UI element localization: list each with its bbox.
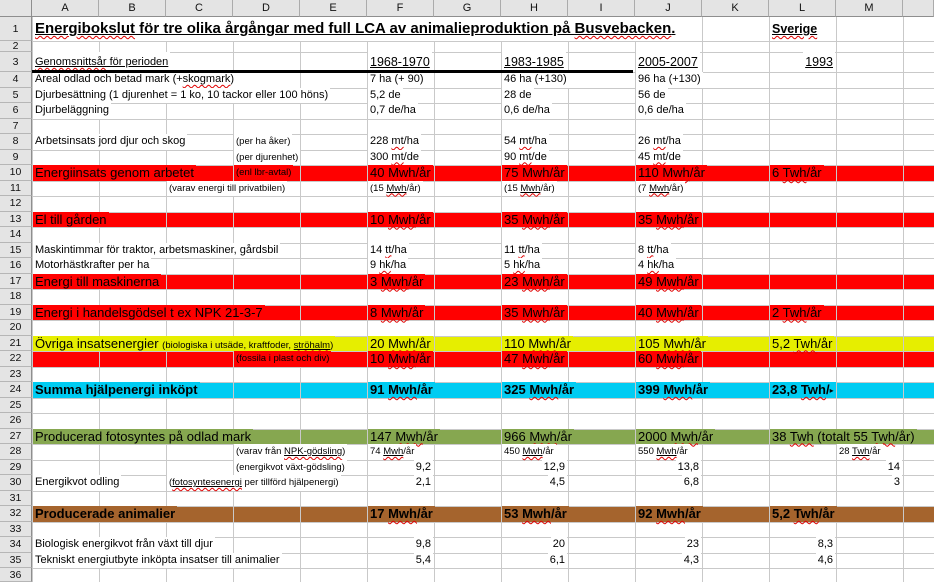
cell-D8[interactable]: (per ha åker) (234, 134, 292, 150)
gridline (32, 150, 934, 151)
gridline (32, 258, 934, 259)
cell-J6[interactable]: 0,6 de/ha (636, 103, 686, 119)
cell-A3[interactable]: Genomsnittsår för perioden (33, 52, 170, 72)
row-header-11[interactable]: 11 (0, 181, 32, 197)
row-header-14[interactable]: 14 (0, 227, 32, 243)
cell-J16[interactable]: 4 hk/ha (636, 258, 676, 274)
cell-A1[interactable]: Energibokslut för tre olika årgångar med full LCA av animalieproduktion på Busvebacken. (33, 17, 677, 41)
select-all-corner[interactable] (0, 0, 32, 17)
cell-H11[interactable]: (15 Mwh/år) (502, 181, 557, 197)
cell-A8[interactable]: Arbetsinsats jord djur och skog (33, 134, 187, 150)
cell-F29[interactable]: 9,2 (414, 460, 433, 476)
gridline (32, 367, 934, 368)
cell-L24[interactable]: 23,8 Twh/▸ (772, 382, 834, 397)
row-header-28[interactable]: 28 (0, 444, 32, 460)
row-header-27[interactable]: 27 (0, 429, 32, 445)
row-header-25[interactable]: 25 (0, 398, 32, 414)
cell-H4[interactable]: 46 ha (+130) (502, 72, 569, 88)
cell-J30[interactable]: 6,8 (682, 475, 701, 491)
cell-A4[interactable]: Areal odlad och betad mark (+skogmark) (33, 72, 236, 88)
cell-H6[interactable]: 0,6 de/ha (502, 103, 552, 119)
cell-L35[interactable]: 4,6 (816, 553, 835, 569)
cell-A21[interactable]: Övriga insatsenergier (biologiska i utsäde, kraftfoder, ströhalm) (35, 335, 334, 351)
gridline (836, 17, 837, 582)
row-header-3[interactable]: 3 (0, 52, 32, 72)
cell-J17[interactable]: 49 Mwh/år (638, 273, 699, 289)
cell-F5[interactable]: 5,2 de (368, 88, 403, 104)
row-header-33[interactable]: 33 (0, 522, 32, 538)
cell-H29[interactable]: 12,9 (542, 460, 567, 476)
cell-F3[interactable]: 1968-1970 (368, 52, 432, 72)
cell-F21[interactable]: 20 Mwh/år (370, 335, 431, 351)
cell-L21[interactable]: 5,2 Twh/år (772, 335, 833, 351)
cell-H34[interactable]: 20 (551, 537, 567, 553)
gridline (32, 568, 934, 569)
cell-F34[interactable]: 9,8 (414, 537, 433, 553)
col-header-L[interactable]: L (769, 0, 836, 17)
row-header-18[interactable]: 18 (0, 289, 32, 305)
cell-A27[interactable]: Producerad fotosyntes på odlad mark (35, 428, 252, 444)
cell-L19[interactable]: 2 Twh/år (772, 304, 822, 320)
row-header-30[interactable]: 30 (0, 475, 32, 491)
cell-H5[interactable]: 28 de (502, 88, 534, 104)
col-header-D[interactable]: D (233, 0, 300, 17)
col-header-E[interactable]: E (300, 0, 367, 17)
gridline (32, 444, 934, 445)
row-header-5[interactable]: 5 (0, 88, 32, 104)
row-header-2[interactable]: 2 (0, 41, 32, 52)
cell-D28[interactable]: (varav från NPK-gödsling) (234, 444, 347, 460)
cell-J10[interactable]: 110 Mwh/år (638, 165, 705, 180)
row-header-20[interactable]: 20 (0, 320, 32, 336)
col-header-partial (903, 0, 934, 17)
gridline (568, 17, 569, 582)
col-header-I[interactable]: I (568, 0, 635, 17)
gridline (434, 17, 435, 582)
cell-H17[interactable]: 23 Mwh/år (504, 273, 565, 289)
cell-A5[interactable]: Djurbesättning (1 djurenhet = 1 ko, 10 tackor eller 100 höns) (33, 88, 330, 104)
gridline (32, 413, 934, 414)
cell-L27[interactable]: 38 Twh (totalt 55 Twh/år) (772, 428, 915, 444)
row-fill-22 (32, 351, 934, 367)
cell-H15[interactable]: 11 tt/ha (502, 243, 542, 259)
cell-A13[interactable]: El till gården (35, 211, 107, 227)
row-header-16[interactable]: 16 (0, 258, 32, 274)
cell-L3[interactable]: 1993 (803, 52, 835, 72)
cell-H3[interactable]: 1983-1985 (502, 52, 566, 72)
cell-H19[interactable]: 35 Mwh/år (504, 304, 565, 320)
cell-J24[interactable]: 399 Mwh/år (638, 382, 709, 397)
cell-J21[interactable]: 105 Mwh/år (638, 335, 706, 351)
cell-D22[interactable]: (fossila i plast och div) (234, 351, 331, 367)
gridline (32, 320, 934, 321)
row-header-31[interactable]: 31 (0, 491, 32, 507)
gridline (702, 17, 703, 582)
cell-C11[interactable]: (varav energi till privatbilen) (167, 181, 287, 197)
cell-A30[interactable]: Energikvot odling (33, 475, 121, 491)
col-header-J[interactable]: J (635, 0, 702, 17)
gridline (32, 289, 934, 290)
col-header-K[interactable]: K (702, 0, 769, 17)
gridline (32, 196, 934, 197)
cell-J8[interactable]: 26 mt/ha (636, 134, 683, 150)
cell-J22[interactable]: 60 Mwh/år (638, 351, 699, 366)
cell-A16[interactable]: Motorhästkrafter per ha (33, 258, 151, 274)
gridline (769, 17, 770, 582)
cell-H24[interactable]: 325 Mwh/år (504, 382, 575, 397)
cell-A17[interactable]: Energi till maskinerna (35, 273, 160, 289)
cell-A10[interactable]: Energiinsats genom arbetet (35, 165, 194, 180)
gridline (32, 41, 934, 42)
row-header-9[interactable]: 9 (0, 150, 32, 166)
cell-L1[interactable]: Sverige (770, 17, 819, 41)
cell-F9[interactable]: 300 mt/de (368, 150, 421, 166)
cell-J19[interactable]: 40 Mwh/år (638, 304, 699, 320)
row-header-8[interactable]: 8 (0, 134, 32, 150)
row-header-29[interactable]: 29 (0, 460, 32, 476)
row-header-13[interactable]: 13 (0, 212, 32, 228)
cell-J11[interactable]: (7 Mwh/år) (636, 181, 685, 197)
cell-A32[interactable]: Producerade animalier (35, 506, 176, 521)
cell-L34[interactable]: 8,3 (816, 537, 835, 553)
gridline (32, 351, 934, 352)
cell-M30[interactable]: 3 (892, 475, 902, 491)
row-header-21[interactable]: 21 (0, 336, 32, 352)
cell-J15[interactable]: 8 tt/ha (636, 243, 671, 259)
cell-F19[interactable]: 8 Mwh/år (370, 304, 424, 320)
cell-F16[interactable]: 9 hk/ha (368, 258, 408, 274)
cell-A6[interactable]: Djurbeläggning (33, 103, 111, 119)
row-header-4[interactable]: 4 (0, 72, 32, 88)
row-header-32[interactable]: 32 (0, 506, 32, 522)
cell-F6[interactable]: 0,7 de/ha (368, 103, 418, 119)
row-header-1[interactable]: 1 (0, 17, 32, 41)
cell-J28[interactable]: 550 Mwh/år (636, 444, 690, 460)
cell-H16[interactable]: 5 hk/ha (502, 258, 542, 274)
cell-F11[interactable]: (15 Mwh/år) (368, 181, 423, 197)
row-header-7[interactable]: 7 (0, 119, 32, 135)
row-fill-13 (32, 212, 934, 228)
cell-H22[interactable]: 47 Mwh/år (504, 351, 565, 366)
cell-A19[interactable]: Energi i handelsgödsel t ex NPK 21-3-7 (35, 304, 263, 320)
cell-H35[interactable]: 6,1 (548, 553, 567, 569)
cell-J4[interactable]: 96 ha (+130) (636, 72, 703, 88)
col-header-C[interactable]: C (166, 0, 233, 17)
gridline (32, 274, 934, 275)
gridline (32, 491, 934, 492)
cell-J35[interactable]: 4,3 (682, 553, 701, 569)
gridline (32, 212, 934, 213)
cell-F15[interactable]: 14 tt/ha (368, 243, 409, 259)
cell-H13[interactable]: 35 Mwh/år (504, 211, 565, 227)
cell-F8[interactable]: 228 mt/ha (368, 134, 421, 150)
cell-D9[interactable]: (per djurenhet) (234, 150, 300, 166)
gridline (32, 119, 934, 120)
cell-J9[interactable]: 45 mt/de (636, 150, 683, 166)
row-header-23[interactable]: 23 (0, 367, 32, 383)
cell-L32[interactable]: 5,2 Twh/år (772, 506, 835, 521)
cell-J29[interactable]: 13,8 (676, 460, 701, 476)
row-header-17[interactable]: 17 (0, 274, 32, 290)
cell-A15[interactable]: Maskintimmar för traktor, arbetsmaskiner, gårdsbil (33, 243, 280, 259)
cell-F4[interactable]: 7 ha (+ 90) (368, 72, 426, 88)
cell-A35[interactable]: Tekniskt energiutbyte inköpta insatser till animalier (33, 553, 282, 569)
cell-J32[interactable]: 92 Mwh/år (638, 506, 701, 521)
cell-F24[interactable]: 91 Mwh/år (370, 382, 433, 397)
gridline (32, 460, 934, 461)
col-header-B[interactable]: B (99, 0, 166, 17)
gridline (903, 17, 904, 582)
row-header-35[interactable]: 35 (0, 553, 32, 569)
cell-H32[interactable]: 53 Mwh/år (504, 506, 567, 521)
cell-H30[interactable]: 4,5 (548, 475, 567, 491)
cell-A34[interactable]: Biologisk energikvot från växt till djur (33, 537, 215, 553)
row-header-36[interactable]: 36 (0, 568, 32, 582)
gridline (32, 227, 934, 228)
col-header-A[interactable]: A (32, 0, 99, 17)
cell-F30[interactable]: 2,1 (414, 475, 433, 491)
row-fill-17 (32, 274, 934, 290)
row-header-12[interactable]: 12 (0, 196, 32, 212)
col-header-H[interactable]: H (501, 0, 568, 17)
cell-H10[interactable]: 75 Mwh/år (504, 165, 565, 180)
cell-F17[interactable]: 3 Mwh/år (370, 273, 424, 289)
cell-J34[interactable]: 23 (685, 537, 701, 553)
row-header-6[interactable]: 6 (0, 103, 32, 119)
row-header-24[interactable]: 24 (0, 382, 32, 398)
cell-C30[interactable]: (fotosyntesenergi per tillförd hjälpenergi) (167, 475, 341, 491)
cell-J5[interactable]: 56 de (636, 88, 668, 104)
cell-L10[interactable]: 6 Twh/år (772, 165, 822, 180)
cell-M29[interactable]: 14 (886, 460, 902, 476)
col-header-G[interactable]: G (434, 0, 501, 17)
cell-J13[interactable]: 35 Mwh/år (638, 211, 699, 227)
cell-F10[interactable]: 40 Mwh/år (370, 165, 431, 180)
cell-A24[interactable]: Summa hjälpenergi inköpt (35, 382, 198, 397)
row-header-19[interactable]: 19 (0, 305, 32, 321)
cell-H8[interactable]: 54 mt/ha (502, 134, 549, 150)
row-header-15[interactable]: 15 (0, 243, 32, 259)
cell-H27[interactable]: 966 Mwh/år (504, 428, 572, 444)
cell-D29[interactable]: (energikvot växt-gödsling) (234, 460, 347, 476)
cell-J3[interactable]: 2005-2007 (636, 52, 700, 72)
row-header-10[interactable]: 10 (0, 165, 32, 181)
row-header-26[interactable]: 26 (0, 413, 32, 429)
cell-F35[interactable]: 5,4 (414, 553, 433, 569)
cell-M28[interactable]: 28 Twh/år (837, 444, 883, 460)
cell-D10[interactable]: (enl lbr-avtal) (234, 165, 293, 181)
cell-F22[interactable]: 10 Mwh/år (370, 351, 431, 366)
row-header-34[interactable]: 34 (0, 537, 32, 553)
cell-J27[interactable]: 2000 Mwh/år (638, 428, 714, 444)
row-header-22[interactable]: 22 (0, 351, 32, 367)
cell-H21[interactable]: 110 Mwh/år (504, 335, 571, 351)
gridline (32, 103, 934, 104)
cell-F32[interactable]: 17 Mwh/år (370, 506, 433, 521)
cell-F27[interactable]: 147 Mwh/år (370, 428, 438, 444)
col-header-M[interactable]: M (836, 0, 903, 17)
cell-H9[interactable]: 90 mt/de (502, 150, 549, 166)
cell-F28[interactable]: 74 Mwh/år (368, 444, 416, 460)
col-header-F[interactable]: F (367, 0, 434, 17)
cell-F13[interactable]: 10 Mwh/år (370, 211, 431, 227)
thick-border (32, 70, 633, 73)
cell-H28[interactable]: 450 Mwh/år (502, 444, 556, 460)
